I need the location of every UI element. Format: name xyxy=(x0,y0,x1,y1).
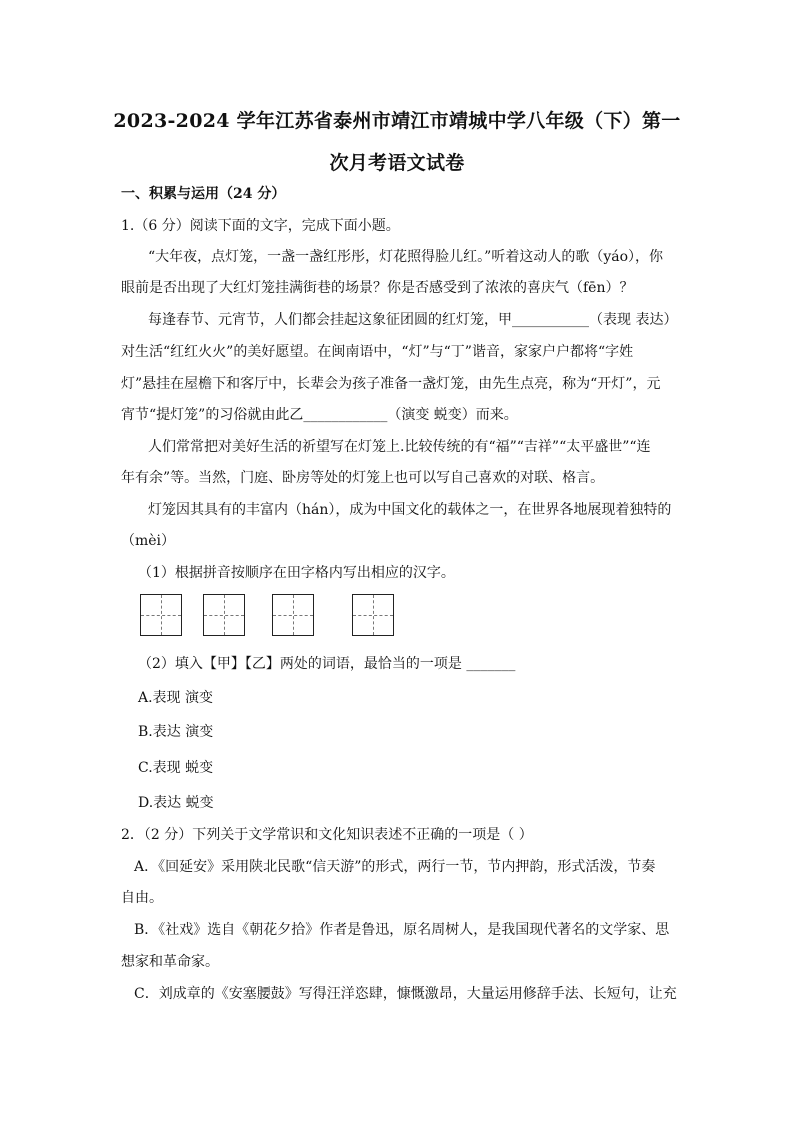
option-d: D.表达 蜕变 xyxy=(138,795,214,811)
passage-line: 灯笼因其具有的丰富内（hán），成为中国文化的载体之一，在世界各地展现着独特的 xyxy=(148,502,672,518)
q2-option-line: 想家和革命家。 xyxy=(121,954,219,970)
answer-grid-box-4[interactable] xyxy=(352,594,394,636)
q2-option-line: A．《回延安》采用陕北民歌“信天游”的形式，两行一节，节内押韵，形式活泼，节奏 xyxy=(134,859,656,875)
answer-grid-box-3[interactable] xyxy=(272,594,314,636)
passage-line: 对生活“红红火火”的美好愿望。在闽南语中，“灯”与“丁”谐音，家家户户都将“字姓 xyxy=(121,344,634,360)
question-1-stem: 1.（6 分）阅读下面的文字，完成下面小题。 xyxy=(121,218,400,234)
exam-title-line-1: 2023-2024 学年江苏省泰州市靖江市靖城中学八年级（下）第一 xyxy=(113,110,681,132)
option-a: A.表现 演变 xyxy=(138,690,214,706)
passage-line: （mèi） xyxy=(121,533,176,549)
passage-line: 人们常常把对美好生活的祈望写在灯笼上.比较传统的有“福”“吉祥”“太平盛世”“连 xyxy=(148,439,651,455)
subquestion-1: （1）根据拼音按顺序在田字格内写出相应的汉字。 xyxy=(138,565,455,581)
passage-line: 每逢春节、元宵节，人们都会挂起这象征团圆的红灯笼，甲___________（表现 表达） xyxy=(148,312,678,328)
q2-option-line: B．《社戏》选自《朝花夕拾》作者是鲁迅，原名周树人，是我国现代著名的文学家、思 xyxy=(134,922,670,938)
q2-option-line: 自由。 xyxy=(121,890,163,906)
answer-grid-box-1[interactable] xyxy=(140,594,182,636)
passage-line: 年有余”等。当然，门庭、卧房等处的灯笼上也可以写自己喜欢的对联、格言。 xyxy=(121,470,605,486)
section-heading: 一、积累与运用（24 分） xyxy=(121,186,286,202)
option-c: C.表现 蜕变 xyxy=(138,760,214,776)
q2-option-line: C．刘成章的《安塞腰鼓》写得汪洋恣肆，慷慨激昂，大量运用修辞手法、长短句，让充 xyxy=(134,986,677,1002)
passage-line: “大年夜，点灯笼，一盏一盏红彤彤，灯花照得脸儿红。”听着这动人的歌（yáo），你 xyxy=(148,249,663,265)
option-b: B.表达 演变 xyxy=(138,724,214,740)
exam-title-line-2: 次月考语文试卷 xyxy=(329,152,465,174)
passage-line: 灯”悬挂在屋檐下和客厅中，长辈会为孩子准备一盏灯笼，由先生点亮，称为“开灯”，元 xyxy=(121,376,661,392)
passage-line: 眼前是否出现了大红灯笼挂满街巷的场景？你是否感受到了浓浓的喜庆气（fēn）？ xyxy=(121,280,634,296)
answer-grid-box-2[interactable] xyxy=(203,594,245,636)
question-2-stem: 2．（2 分）下列关于文学常识和文化知识表述不正确的一项是（ ） xyxy=(121,827,533,843)
passage-line: 宵节“提灯笼”的习俗就由此乙____________（演变 蜕变）而来。 xyxy=(121,407,518,423)
subquestion-2: （2）填入【甲】【乙】两处的词语，最恰当的一项是 _______ xyxy=(138,656,516,672)
